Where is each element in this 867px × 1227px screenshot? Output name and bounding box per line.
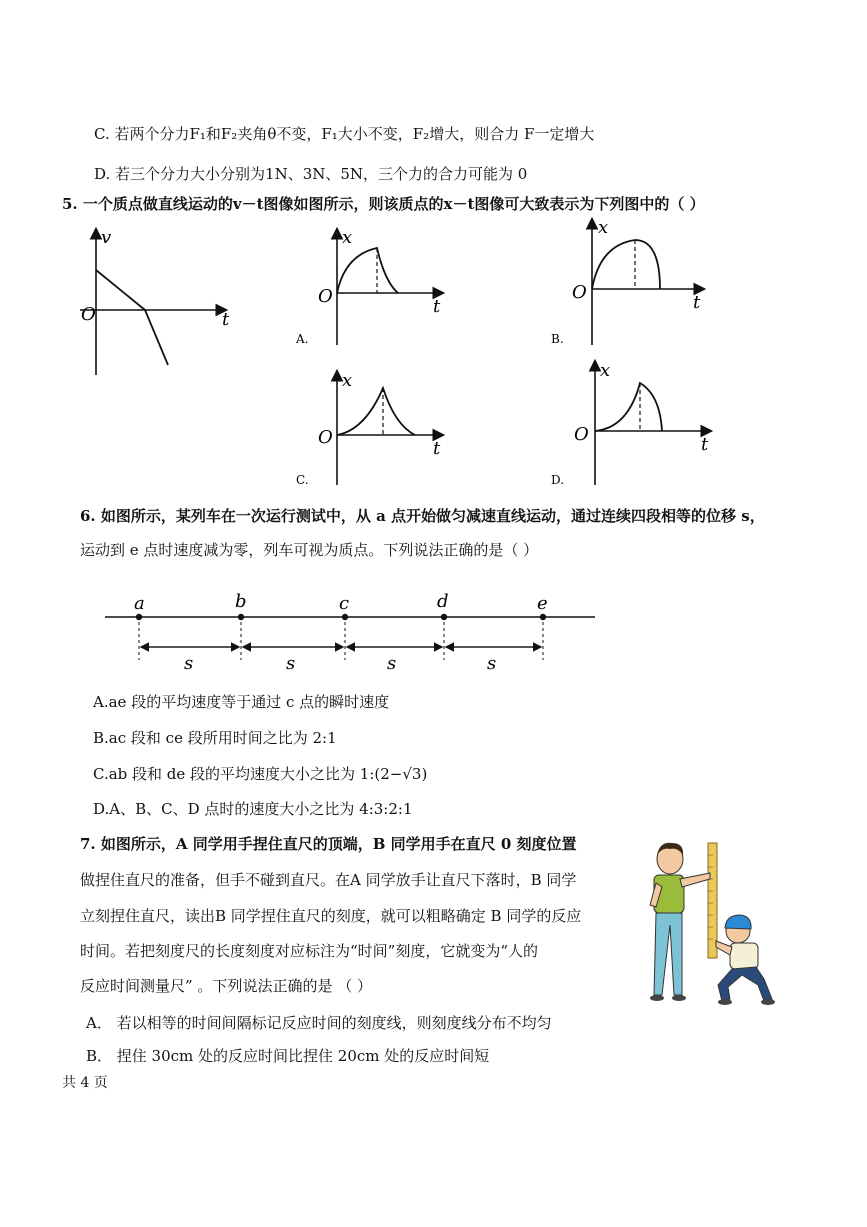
graph-a-origin: O: [318, 286, 333, 307]
vt-axis-t: t: [222, 309, 230, 330]
graph-c-axis-t: t: [433, 438, 441, 459]
graph-b-origin: O: [572, 282, 587, 303]
q7-stem-line2: 做捏住直尺的准备，但手不碰到直尺。在A 同学放手让直尺下落时，B 同学: [80, 871, 577, 889]
q7-stem-line1: 7. 如图所示，A 同学用手捏住直尺的顶端，B 同学用手在直尺 0 刻度位置: [80, 835, 577, 853]
q5-stem: 5. 一个质点做直线运动的v－t图像如图所示，则该质点的x－t图像可大致表示为下列图中的（ ）: [62, 195, 705, 213]
q6-option-a: A.ae 段的平均速度等于通过 c 点的瞬时速度: [93, 693, 390, 711]
q6-option-d: D.A、B、C、D 点时的速度大小之比为 4:3:2:1: [93, 800, 413, 818]
segment-label-3: s: [387, 653, 397, 674]
q6-number-line: [105, 591, 595, 674]
vt-graph: [80, 227, 230, 375]
segment-label-2: s: [286, 653, 296, 674]
q4-option-d: D. 若三个分力大小分别为1N、3N、5N，三个力的合力可能为 0: [94, 165, 528, 183]
vt-axis-v: v: [101, 227, 112, 248]
graph-c: [296, 370, 442, 487]
point-c: c: [339, 593, 350, 614]
q6-option-b: B.ac 段和 ce 段所用时间之比为 2:1: [93, 729, 337, 747]
point-a: a: [134, 593, 145, 614]
q7-stem-line5: 反应时间测量尺” 。下列说法正确的是 （ ）: [80, 977, 372, 995]
graph-c-origin: O: [318, 427, 333, 448]
option-a-label: A.: [296, 332, 309, 346]
graph-d-axis-t: t: [701, 434, 709, 455]
graph-d: [551, 360, 710, 487]
q7-option-b: B． 捏住 30cm 处的反应时间比捏住 20cm 处的反应时间短: [86, 1047, 490, 1065]
vt-origin: O: [81, 304, 96, 325]
option-c-label: C.: [296, 473, 309, 487]
graph-a: [295, 227, 442, 346]
segment-label-1: s: [184, 653, 194, 674]
graph-b-axis-t: t: [693, 292, 701, 313]
point-e: e: [537, 593, 548, 614]
q6-stem-line2: 运动到 e 点时速度减为零，列车可视为质点。下列说法正确的是（ ）: [80, 541, 539, 559]
segment-label-4: s: [487, 653, 497, 674]
point-d: d: [437, 591, 449, 612]
graph-c-axis-x: x: [342, 370, 353, 391]
q6-stem-line1: 6. 如图所示，某列车在一次运行测试中，从 a 点开始做匀减速直线运动，通过连续四段相等的位移 s，: [80, 507, 765, 525]
graph-d-axis-x: x: [600, 360, 611, 381]
q4-option-c: C. 若两个分力F₁和F₂夹角θ不变，F₁大小不变，F₂增大，则合力 F一定增大: [94, 125, 595, 143]
q7-stem-line4: 时间。若把刻度尺的长度刻度对应标注为“时间”刻度，它就变为“人的: [80, 942, 539, 960]
graph-d-origin: O: [574, 424, 589, 445]
page-footer: 共 4 页: [62, 1075, 108, 1091]
q7-option-a: A． 若以相等的时间间隔标记反应时间的刻度线，则刻度线分布不均匀: [86, 1014, 552, 1032]
reaction-time-illustration: [630, 835, 780, 1010]
q7-stem-line3: 立刻捏住直尺，读出B 同学捏住直尺的刻度，就可以粗略确定 B 同学的反应: [80, 907, 582, 925]
option-b-label: B.: [551, 332, 564, 346]
q6-option-c: C.ab 段和 de 段的平均速度大小之比为 1:(2−√3): [93, 765, 428, 783]
graph-a-axis-x: x: [342, 227, 353, 248]
option-d-label: D.: [551, 473, 565, 487]
graph-b: [551, 217, 703, 346]
graph-a-axis-t: t: [433, 296, 441, 317]
graph-b-axis-x: x: [598, 217, 609, 238]
point-b: b: [235, 591, 247, 612]
